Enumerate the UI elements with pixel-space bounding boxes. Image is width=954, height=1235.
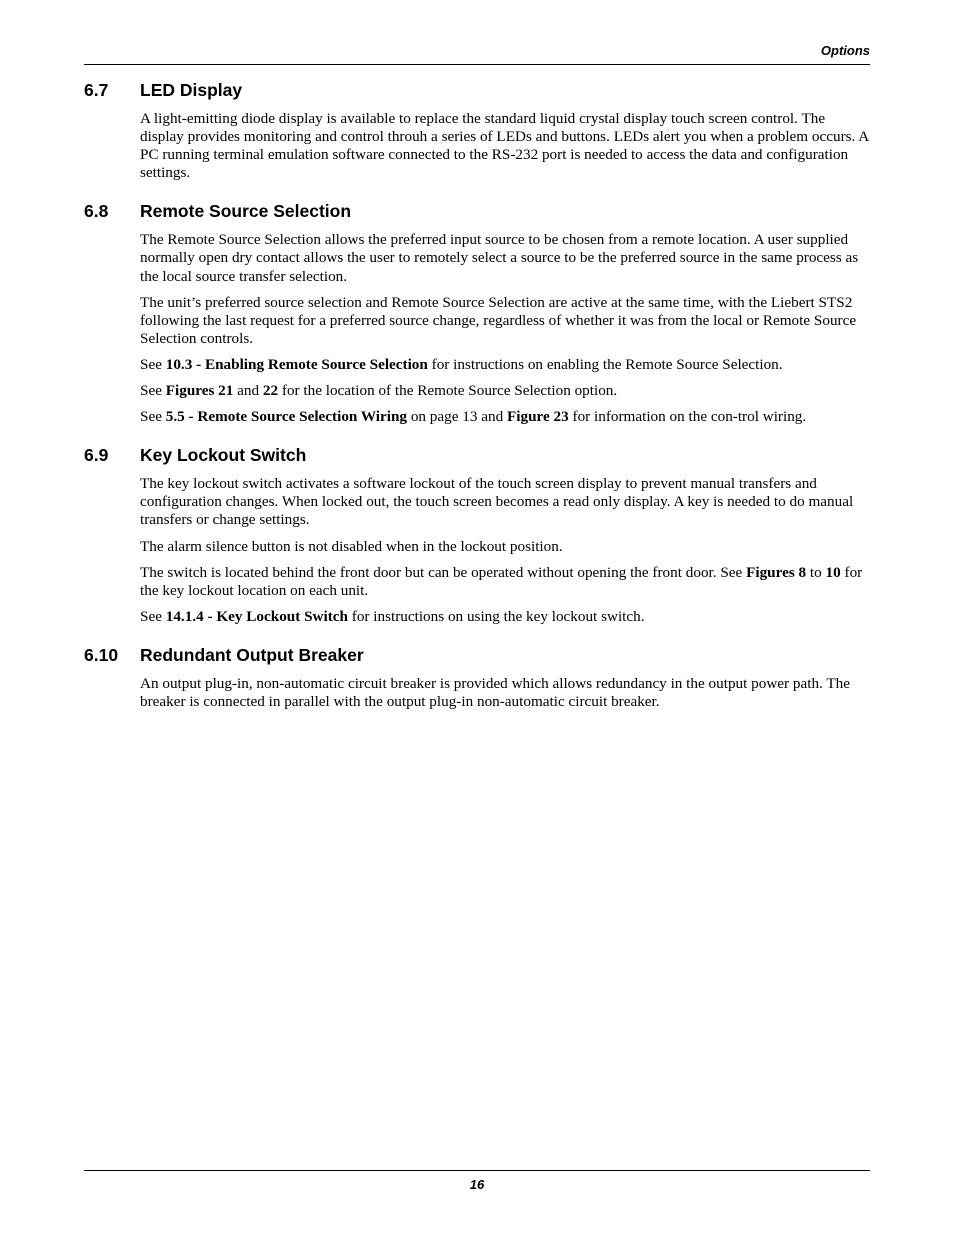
text-run: for instructions on enabling the Remote Source Selection. (427, 355, 783, 373)
text-run: for information on the con-trol wiring. (568, 408, 807, 426)
paragraph (140, 538, 870, 556)
section-title: Key Lockout Switch (140, 445, 307, 466)
section-heading (84, 200, 870, 222)
text-run: The unit’s preferred source selection and Remote Source Selection are active at the same time, with the Liebert STS2 following the last request for a preferred source change, regardless of whether it was from the local or Remote Source Selection controls. (140, 293, 857, 347)
section-heading (84, 444, 870, 466)
section-heading (84, 644, 870, 666)
section-title: Redundant Output Breaker (140, 644, 364, 665)
text-run: See (140, 607, 166, 625)
header-rule (84, 64, 870, 65)
cross-reference: Figure 23 (506, 408, 569, 426)
section-number: 6.8 (84, 201, 109, 222)
section-number: 6.10 (84, 644, 119, 665)
text-run: The switch is located behind the front door but can be operated without opening the front door. See (140, 563, 747, 581)
text-run: for the key lockout location on each unit. (140, 563, 863, 599)
cross-reference: 5.5 - Remote Source Selection Wiring (165, 408, 408, 426)
text-run: The alarm silence button is not disabled when in the lockout position. (140, 537, 563, 555)
section-6-9 (84, 444, 870, 626)
paragraph (140, 564, 870, 600)
cross-reference: 10 (825, 563, 841, 581)
footer-rule (84, 1170, 870, 1171)
section-6-7 (84, 79, 870, 182)
paragraph (140, 382, 870, 400)
section-number: 6.7 (84, 80, 109, 100)
text-run: A light-emitting diode display is available to replace the standard liquid crystal display touch screen control. The display provides monitoring and control throuh a series of LEDs and buttons. LEDs alert you when a problem occurs. A PC running terminal emulation software connected to the RS-232 port is needed to access the data and configuration settings. (140, 110, 869, 182)
cross-reference: 10.3 - Enabling Remote Source Selection (165, 355, 428, 373)
text-run: See (140, 355, 166, 373)
section-title: LED Display (140, 80, 243, 100)
text-run: An output plug-in, non-automatic circuit breaker is provided which allows redundancy in the output power path. The breaker is connected in parallel with the output plug-in non-automatic circuit breaker. (140, 674, 850, 710)
text-run: and (233, 382, 263, 400)
section-heading (84, 79, 870, 101)
cross-reference: Figures 8 (746, 563, 807, 581)
paragraph (140, 608, 870, 626)
section-6-8 (84, 200, 870, 426)
text-run: See (140, 382, 166, 400)
text-run: The key lockout switch activates a software lockout of the touch screen display to prevent manual transfers and configuration changes. When locked out, the touch screen becomes a read only display. A key is needed to do manual transfers or change settings. (140, 475, 854, 529)
section-number: 6.9 (84, 445, 109, 466)
text-run: See (140, 408, 166, 426)
paragraph (140, 356, 870, 374)
text-run: on page 13 and (407, 408, 507, 426)
text-run: for instructions on using the key lockout switch. (347, 607, 645, 625)
page-number: 16 (469, 1177, 485, 1192)
paragraph (140, 110, 870, 182)
paragraph (140, 675, 870, 711)
paragraph (140, 408, 870, 426)
cross-reference: Figures 21 (165, 382, 234, 400)
text-run: The Remote Source Selection allows the preferred input source to be chosen from a remote location. A user supplied normally open dry contact allows the user to remotely select a source to be the preferred source in the same process as the local source transfer selection. (140, 231, 859, 285)
text-run: to (806, 563, 826, 581)
paragraph (140, 294, 870, 348)
running-header: Options (820, 43, 870, 58)
section-6-10 (84, 644, 870, 711)
cross-reference: 14.1.4 - Key Lockout Switch (165, 607, 348, 625)
paragraph (140, 475, 870, 529)
document-body (84, 79, 870, 729)
text-run: for the location of the Remote Source Selection option. (278, 382, 618, 400)
cross-reference: 22 (262, 382, 279, 400)
paragraph (140, 231, 870, 285)
section-title: Remote Source Selection (140, 201, 352, 222)
